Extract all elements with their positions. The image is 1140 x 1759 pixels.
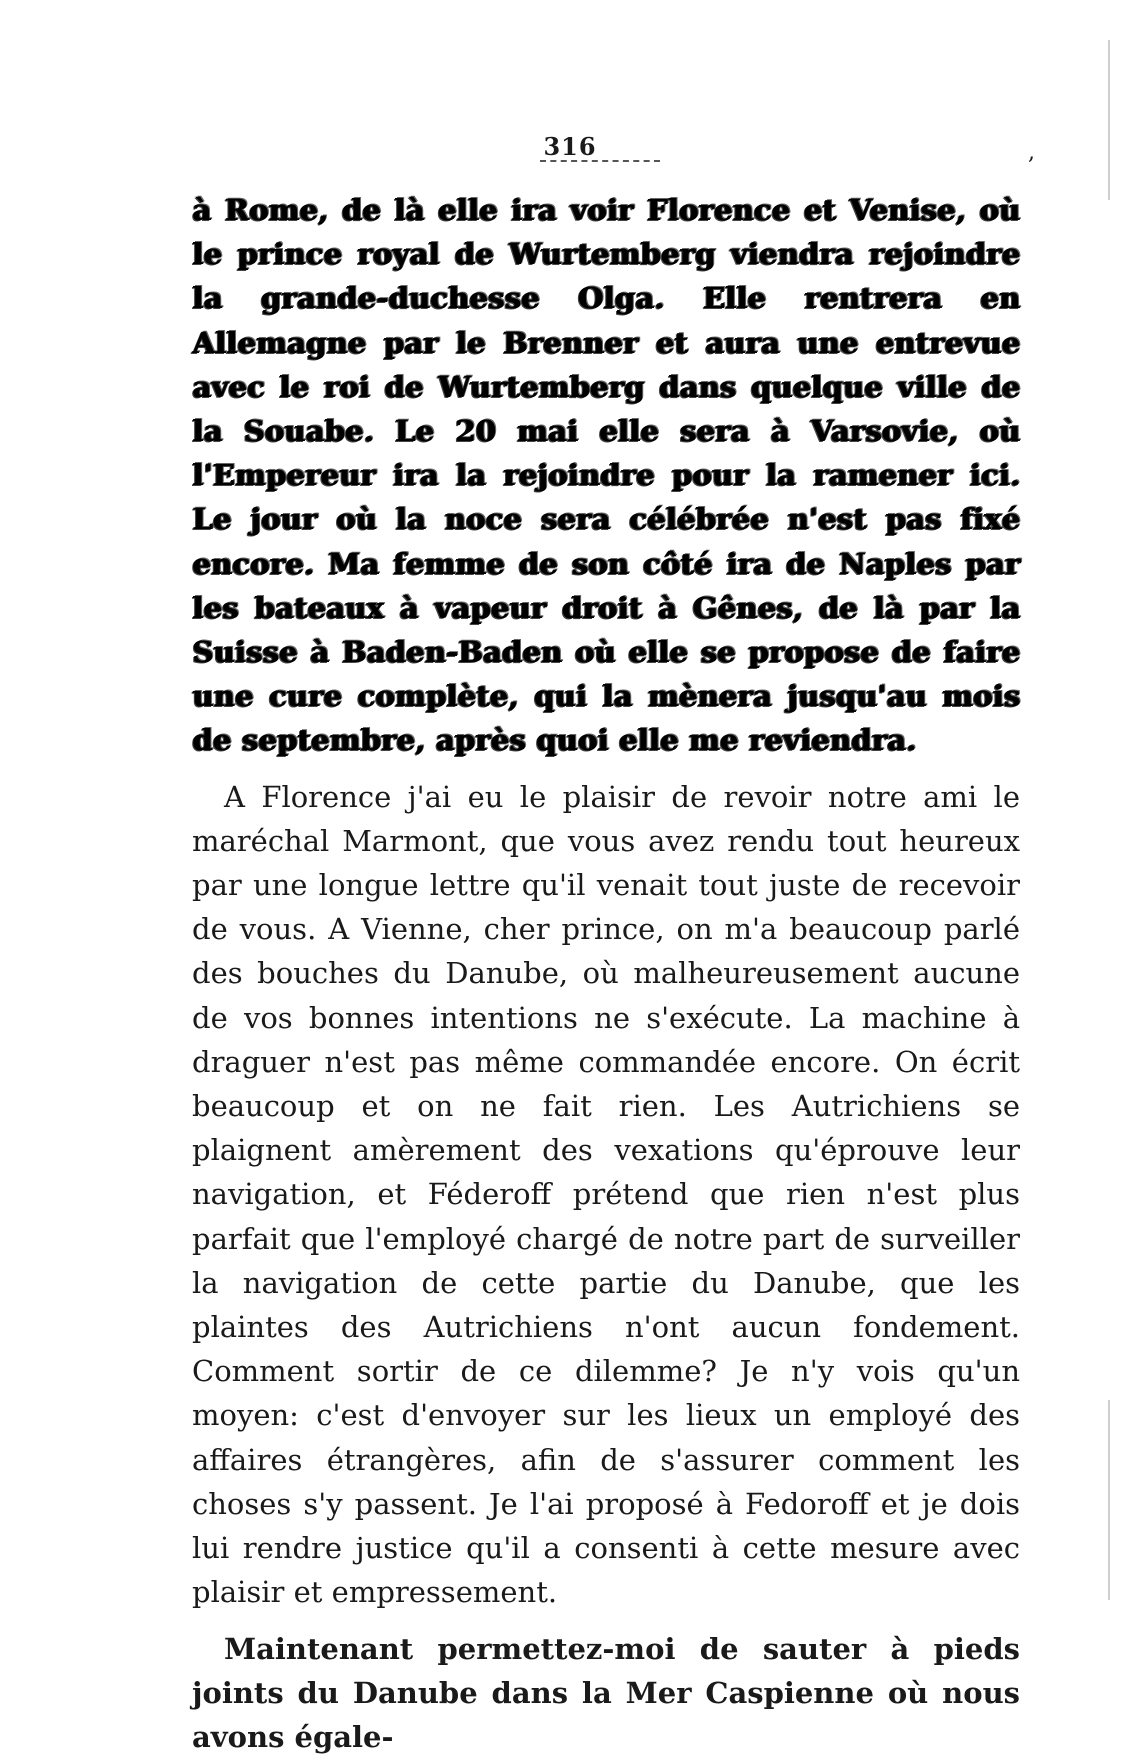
paragraph-2: A Florence j'ai eu le plaisir de revoir notre ami le maréchal Marmont, que vous avez rendu tout heureux par une longue lettre qu'il venait tout juste de recevoir de vous. A Vienne, cher prince, on m'a beaucoup parlé des bouches du Danube, où malheureusement aucune de vos bonnes intentions ne s'exécute. La machine à draguer n'est pas même commandée encore. On écrit beaucoup et on ne fait rien. Les Autrichiens se plaignent amèrement des vexations qu'éprouve leur navigation, et Féderoff prétend que rien n'est plus parfait que l'employé chargé de notre part de surveiller la navigation de cette partie du Danube, que les plaintes des Autrichiens n'ont aucun fondement. Comment sortir de ce dilemme? Je n'y vois qu'un moyen: c'est d'envoyer sur les lieux un employé des affaires étrangères, afin de s'assurer comment les choses s'y passent. Je l'ai proposé à Fedoroff et je dois lui rendre justice qu'il a consenti à cette mesure avec plaisir et empressement. [192, 775, 1020, 1615]
paragraph-3: Maintenant permettez-moi de sauter à pieds joints du Danube dans la Mer Caspienne où nous avons égale- [192, 1627, 1020, 1759]
body-text [192, 188, 1020, 1759]
margin-mark: , [1028, 140, 1035, 165]
paragraph-gap [192, 763, 1020, 775]
paragraph-gap [192, 1615, 1020, 1627]
page-edge-shadow-lower [1108, 1400, 1110, 1600]
paragraph-1: à Rome, de là elle ira voir Florence et Venise, où le prince royal de Wurtemberg viendra rejoindre la grande-duchesse Olga. Elle rentrera en Allemagne par le Brenner et aura une entrevue avec le roi de Wurtemberg dans quelque ville de la Souabe. Le 20 mai elle sera à Varsovie, où l'Empereur ira la rejoindre pour la ramener ici. Le jour où la noce sera célébrée n'est pas fixé encore. Ma femme de son côté ira de Naples par les bateaux à vapeur droit à Gênes, de là par la Suisse à Baden-Baden où elle se propose de faire une cure complète, qui la mènera jusqu'au mois de septembre, après quoi elle me reviendra. [192, 188, 1020, 763]
page-edge-shadow [1108, 40, 1110, 200]
page-number: 316 [0, 132, 1140, 161]
header-rule [540, 160, 660, 162]
